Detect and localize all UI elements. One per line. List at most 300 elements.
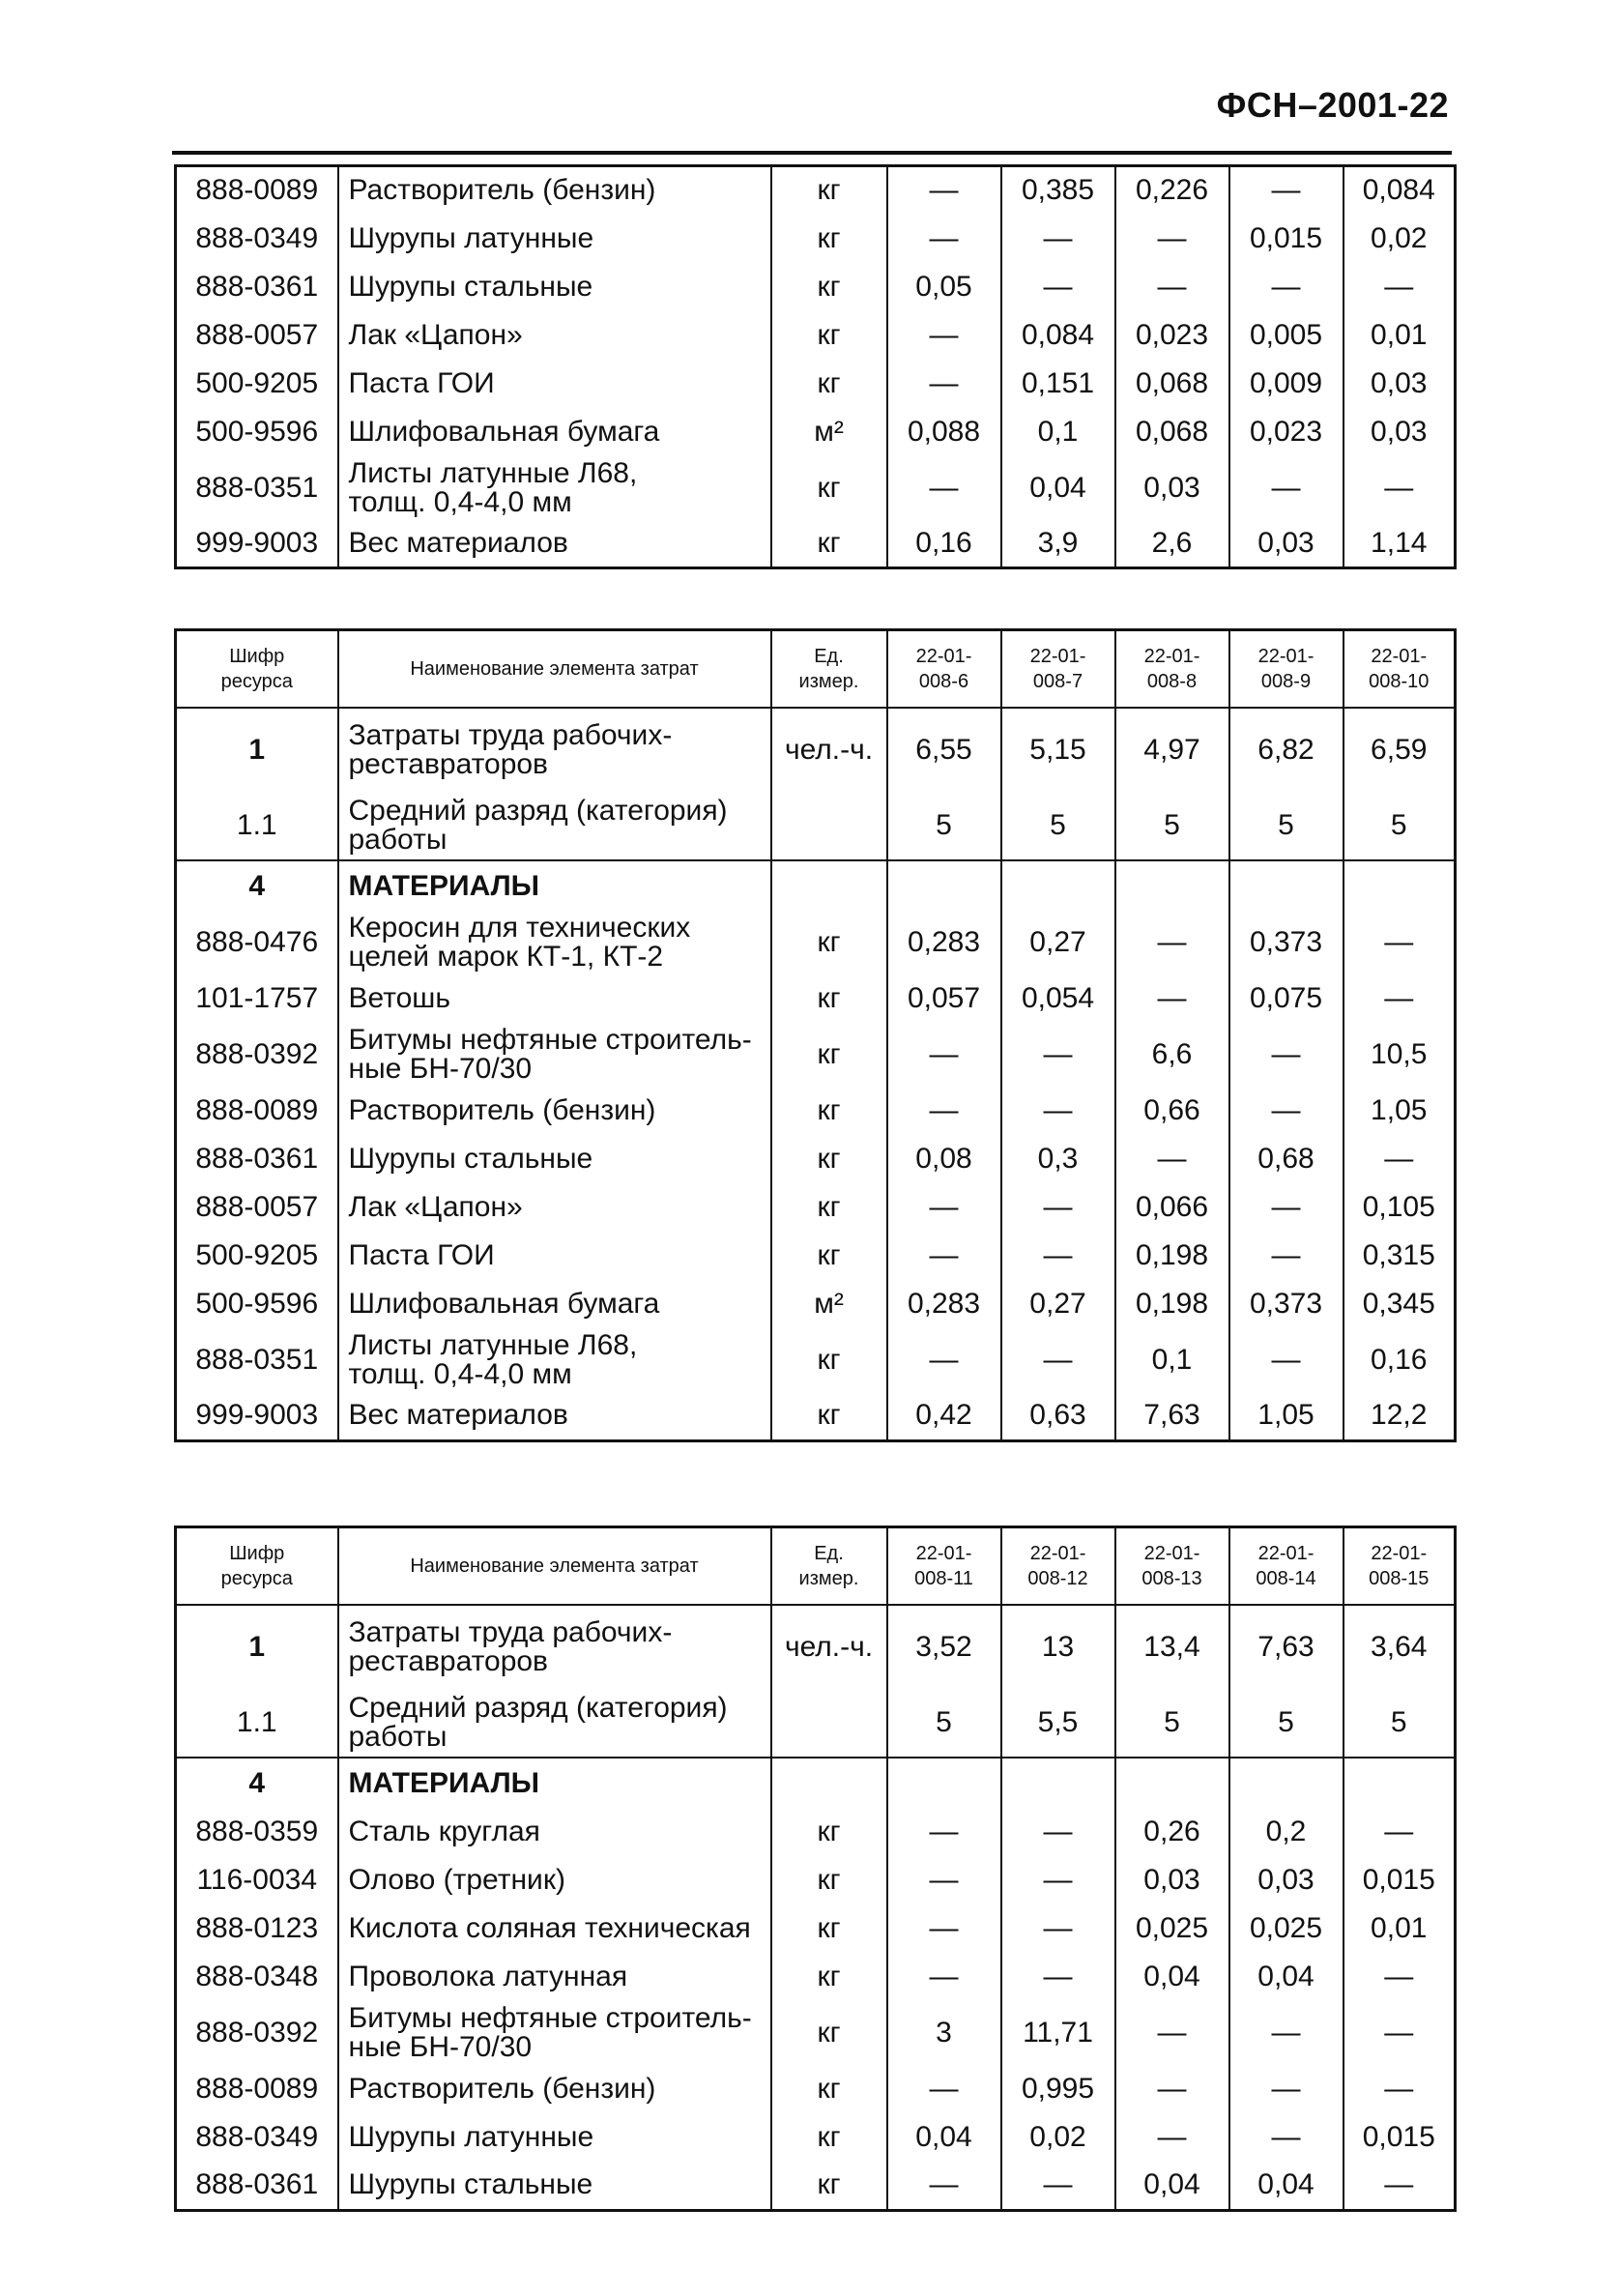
norm-value: 0,005	[1229, 311, 1344, 360]
resource-code: 888-0349	[176, 2113, 338, 2162]
norm-value: 0,04	[1115, 1953, 1229, 2001]
norm-value: 5	[1229, 791, 1344, 860]
resource-code: 500-9205	[176, 1232, 338, 1280]
resource-code: 888-0392	[176, 1023, 338, 1087]
table-row	[176, 456, 1456, 520]
unit: кг	[771, 1087, 887, 1135]
cost-element-name: Затраты труда рабочих-реставраторов	[338, 1605, 771, 1688]
norm-value: —	[1001, 1183, 1115, 1232]
norm-value: 1,05	[1229, 1392, 1344, 1440]
unit: кг	[771, 1232, 887, 1280]
header-resource-code: Шифр ресурса	[176, 1527, 338, 1606]
norm-value: —	[1344, 2065, 1456, 2113]
norm-value: 0,03	[1344, 408, 1456, 456]
norm-value: 0,63	[1001, 1392, 1115, 1440]
resource-code: 500-9596	[176, 408, 338, 456]
norm-value	[1001, 860, 1115, 911]
norm-value: —	[1115, 911, 1229, 974]
unit: кг	[771, 1953, 887, 2001]
unit: кг	[771, 166, 887, 215]
norm-value: 3,64	[1344, 1605, 1456, 1688]
norm-value: 6,6	[1115, 1023, 1229, 1087]
norm-value: 0,2	[1229, 1808, 1344, 1856]
resource-code: 888-0089	[176, 166, 338, 215]
cost-element-name: Сталь круглая	[338, 1808, 771, 1856]
cost-element-name: Лак «Цапон»	[338, 1183, 771, 1232]
unit: кг	[771, 1904, 887, 1953]
norm-value: —	[887, 2065, 1001, 2113]
table-row	[176, 860, 1456, 911]
norm-value: 5	[887, 791, 1001, 860]
norm-value: —	[1115, 215, 1229, 263]
norm-value: 0,283	[887, 911, 1001, 974]
norm-value	[1115, 1758, 1229, 1808]
norm-value: 0,42	[887, 1392, 1001, 1440]
norm-value: —	[887, 1904, 1001, 1953]
norm-value: —	[1001, 263, 1115, 311]
table-row	[176, 911, 1456, 974]
resource-code: 4	[176, 860, 338, 911]
norm-value: —	[1001, 1087, 1115, 1135]
norm-value	[1115, 860, 1229, 911]
header-norm-code: 22-01- 008-12	[1001, 1527, 1115, 1606]
unit: кг	[771, 456, 887, 520]
resource-code: 888-0057	[176, 311, 338, 360]
norm-value: 0,04	[1229, 2162, 1344, 2210]
norm-value: 0,084	[1001, 311, 1115, 360]
cost-element-name: Шурупы стальные	[338, 263, 771, 311]
norm-value: —	[887, 1808, 1001, 1856]
cost-element-name: Шлифовальная бумага	[338, 1280, 771, 1328]
cost-element-name: Листы латунные Л68, толщ. 0,4-4,0 мм	[338, 456, 771, 520]
norm-value: —	[887, 215, 1001, 263]
norm-value: —	[887, 360, 1001, 408]
norm-value: 5	[1229, 1688, 1344, 1758]
cost-element-name: Керосин для технических целей марок КТ-1, КТ-2	[338, 911, 771, 974]
norm-value: 0,3	[1001, 1135, 1115, 1183]
norm-value: 0,995	[1001, 2065, 1115, 2113]
norm-value: —	[1115, 974, 1229, 1023]
norm-value: 0,023	[1229, 408, 1344, 456]
table-row	[176, 263, 1456, 311]
table-row	[176, 1392, 1456, 1440]
norm-value: —	[887, 1087, 1001, 1135]
resource-code: 888-0361	[176, 1135, 338, 1183]
norm-value: —	[1115, 2113, 1229, 2162]
norms-table-008-11-15	[174, 1526, 1457, 2212]
unit: кг	[771, 1856, 887, 1904]
table-row	[176, 1808, 1456, 1856]
norm-value: —	[1001, 1023, 1115, 1087]
resource-code: 888-0123	[176, 1904, 338, 1953]
cost-element-name: Растворитель (бензин)	[338, 166, 771, 215]
header-norm-code: 22-01- 008-9	[1229, 630, 1344, 709]
header-unit: Ед. измер.	[771, 1527, 887, 1606]
unit: кг	[771, 911, 887, 974]
resource-code: 888-0057	[176, 1183, 338, 1232]
resource-code: 888-0392	[176, 2001, 338, 2065]
norm-value: 5	[1115, 791, 1229, 860]
header-norm-code: 22-01- 008-7	[1001, 630, 1115, 709]
header-norm-code: 22-01- 008-8	[1115, 630, 1229, 709]
resource-code: 101-1757	[176, 974, 338, 1023]
unit	[771, 860, 887, 911]
header-norm-code: 22-01- 008-15	[1344, 1527, 1456, 1606]
unit: кг	[771, 1135, 887, 1183]
resource-code: 888-0089	[176, 1087, 338, 1135]
norm-value: 10,5	[1344, 1023, 1456, 1087]
norm-value: —	[1001, 1328, 1115, 1392]
cost-element-name: Средний разряд (категория) работы	[338, 1688, 771, 1758]
norm-value: 0,015	[1344, 2113, 1456, 2162]
resource-code: 888-0348	[176, 1953, 338, 2001]
table-row	[176, 520, 1456, 568]
norm-value: 5,5	[1001, 1688, 1115, 1758]
unit: кг	[771, 974, 887, 1023]
norm-value: —	[887, 311, 1001, 360]
norm-value: 0,08	[887, 1135, 1001, 1183]
cost-element-name: Листы латунные Л68, толщ. 0,4-4,0 мм	[338, 1328, 771, 1392]
cost-element-name: Шурупы латунные	[338, 215, 771, 263]
table-row	[176, 1023, 1456, 1087]
norm-value	[887, 1758, 1001, 1808]
cost-element-name: Растворитель (бензин)	[338, 1087, 771, 1135]
norm-value: 0,025	[1229, 1904, 1344, 1953]
unit	[771, 1688, 887, 1758]
norm-value: —	[1115, 2065, 1229, 2113]
header-norm-code: 22-01- 008-11	[887, 1527, 1001, 1606]
unit: кг	[771, 2113, 887, 2162]
cost-element-name: Кислота соляная техническая	[338, 1904, 771, 1953]
norm-value: 0,26	[1115, 1808, 1229, 1856]
unit	[771, 791, 887, 860]
norm-value: —	[1229, 263, 1344, 311]
norm-value: 0,088	[887, 408, 1001, 456]
table-row	[176, 791, 1456, 860]
norm-value: 12,2	[1344, 1392, 1456, 1440]
norm-value: 7,63	[1115, 1392, 1229, 1440]
table-row	[176, 1087, 1456, 1135]
unit: кг	[771, 1328, 887, 1392]
cost-element-name: Вес материалов	[338, 520, 771, 568]
norm-value: 0,057	[887, 974, 1001, 1023]
resource-code: 1	[176, 708, 338, 791]
norm-value: —	[1229, 1087, 1344, 1135]
resource-code: 500-9205	[176, 360, 338, 408]
norm-value: —	[1344, 1953, 1456, 2001]
unit: м²	[771, 408, 887, 456]
norm-value: 5,15	[1001, 708, 1115, 791]
table-row	[176, 708, 1456, 791]
resource-code: 888-0089	[176, 2065, 338, 2113]
norm-value: 5	[1115, 1688, 1229, 1758]
unit: кг	[771, 1392, 887, 1440]
norm-value: —	[1115, 1135, 1229, 1183]
resource-code: 500-9596	[176, 1280, 338, 1328]
table-row	[176, 1856, 1456, 1904]
norm-value: —	[887, 1328, 1001, 1392]
table-row	[176, 1183, 1456, 1232]
cost-element-name: Растворитель (бензин)	[338, 2065, 771, 2113]
norm-value: 0,084	[1344, 166, 1456, 215]
norm-value: 0,009	[1229, 360, 1344, 408]
cost-element-name: Битумы нефтяные строитель- ные БН-70/30	[338, 2001, 771, 2065]
norm-value: —	[1229, 1328, 1344, 1392]
norm-value	[1344, 1758, 1456, 1808]
norm-value: 6,82	[1229, 708, 1344, 791]
norm-value	[887, 860, 1001, 911]
norm-value: 0,015	[1229, 215, 1344, 263]
norms-table-continued	[174, 164, 1457, 569]
norm-value: 3	[887, 2001, 1001, 2065]
header-norm-code: 22-01- 008-6	[887, 630, 1001, 709]
norm-value: —	[887, 1856, 1001, 1904]
table-row	[176, 1280, 1456, 1328]
header-norm-code: 22-01- 008-10	[1344, 630, 1456, 709]
norm-value: 0,02	[1001, 2113, 1115, 2162]
norm-value: 13	[1001, 1605, 1115, 1688]
unit: чел.-ч.	[771, 1605, 887, 1688]
norm-value: 0,03	[1344, 360, 1456, 408]
cost-element-name: МАТЕРИАЛЫ	[338, 860, 771, 911]
resource-code: 888-0361	[176, 2162, 338, 2210]
norm-value: —	[887, 456, 1001, 520]
page-header-doc-code: ФСН–2001-22	[1216, 85, 1449, 125]
norm-value: 0,02	[1344, 215, 1456, 263]
table-row	[176, 974, 1456, 1023]
norm-value: 0,105	[1344, 1183, 1456, 1232]
resource-code: 888-0359	[176, 1808, 338, 1856]
norm-value	[1001, 1758, 1115, 1808]
norms-table-008-6-10	[174, 628, 1457, 1442]
norm-value: 0,373	[1229, 1280, 1344, 1328]
norm-value: 0,345	[1344, 1280, 1456, 1328]
header-cost-element: Наименование элемента затрат	[338, 630, 771, 709]
norm-value: —	[1344, 456, 1456, 520]
header-resource-code: Шифр ресурса	[176, 630, 338, 709]
norm-value: 1,14	[1344, 520, 1456, 568]
norm-value: —	[1001, 1808, 1115, 1856]
unit: кг	[771, 1183, 887, 1232]
norm-value: 5	[887, 1688, 1001, 1758]
table-row	[176, 1328, 1456, 1392]
norm-value: —	[1001, 1856, 1115, 1904]
norm-value: —	[1344, 2162, 1456, 2210]
norm-value: —	[1344, 1135, 1456, 1183]
norm-value: —	[1344, 2001, 1456, 2065]
cost-element-name: Шурупы стальные	[338, 1135, 771, 1183]
resource-code: 1.1	[176, 791, 338, 860]
resource-code: 888-0361	[176, 263, 338, 311]
cost-element-name: Шурупы латунные	[338, 2113, 771, 2162]
cost-element-name: Олово (третник)	[338, 1856, 771, 1904]
norm-value	[1229, 1758, 1344, 1808]
norm-value: 5	[1344, 1688, 1456, 1758]
norm-value: 1,05	[1344, 1087, 1456, 1135]
norm-value: —	[1001, 2162, 1115, 2210]
table-row	[176, 2113, 1456, 2162]
norm-value: 0,01	[1344, 311, 1456, 360]
norm-value: 11,71	[1001, 2001, 1115, 2065]
resource-code: 888-0349	[176, 215, 338, 263]
norm-value: 0,1	[1115, 1328, 1229, 1392]
norm-value: 0,04	[1229, 1953, 1344, 2001]
norm-value: —	[1229, 1232, 1344, 1280]
norm-value: 5	[1001, 791, 1115, 860]
norm-value: —	[1001, 1953, 1115, 2001]
norm-value: 0,03	[1229, 1856, 1344, 1904]
table-row	[176, 1135, 1456, 1183]
cost-element-name: Вес материалов	[338, 1392, 771, 1440]
norm-value: —	[1344, 974, 1456, 1023]
resource-code: 116-0034	[176, 1856, 338, 1904]
norm-value: 3,9	[1001, 520, 1115, 568]
table-row	[176, 2001, 1456, 2065]
norm-value: 0,198	[1115, 1232, 1229, 1280]
resource-code: 4	[176, 1758, 338, 1808]
norm-value: 0,05	[887, 263, 1001, 311]
table-row	[176, 360, 1456, 408]
unit: кг	[771, 1808, 887, 1856]
resource-code: 888-0351	[176, 1328, 338, 1392]
norm-value: 0,16	[887, 520, 1001, 568]
norm-value: —	[1229, 2065, 1344, 2113]
table-header-row	[176, 630, 1456, 709]
norm-value: 0,054	[1001, 974, 1115, 1023]
norm-value: —	[1229, 456, 1344, 520]
table-row	[176, 1688, 1456, 1758]
cost-element-name: Ветошь	[338, 974, 771, 1023]
table-row	[176, 311, 1456, 360]
norm-value: 0,075	[1229, 974, 1344, 1023]
resource-code: 999-9003	[176, 1392, 338, 1440]
unit: кг	[771, 2162, 887, 2210]
norm-value: 0,068	[1115, 408, 1229, 456]
cost-element-name: МАТЕРИАЛЫ	[338, 1758, 771, 1808]
cost-element-name: Шлифовальная бумага	[338, 408, 771, 456]
table-row	[176, 166, 1456, 215]
cost-element-name: Затраты труда рабочих-реставраторов	[338, 708, 771, 791]
norm-value: —	[887, 1232, 1001, 1280]
norm-value: 0,68	[1229, 1135, 1344, 1183]
cost-element-name: Лак «Цапон»	[338, 311, 771, 360]
header-norm-code: 22-01- 008-13	[1115, 1527, 1229, 1606]
norm-value: 0,04	[1115, 2162, 1229, 2210]
unit: кг	[771, 311, 887, 360]
norm-value: —	[887, 166, 1001, 215]
norm-value: 0,27	[1001, 1280, 1115, 1328]
cost-element-name: Паста ГОИ	[338, 1232, 771, 1280]
norm-value: —	[1001, 215, 1115, 263]
table-row	[176, 1904, 1456, 1953]
norm-value: —	[887, 1023, 1001, 1087]
norm-value: 0,03	[1229, 520, 1344, 568]
header-cost-element: Наименование элемента затрат	[338, 1527, 771, 1606]
norm-value: —	[1115, 2001, 1229, 2065]
norm-value: 2,6	[1115, 520, 1229, 568]
norm-value: —	[1229, 1023, 1344, 1087]
norm-value: 0,015	[1344, 1856, 1456, 1904]
norm-value: —	[887, 2162, 1001, 2210]
norm-value: 0,198	[1115, 1280, 1229, 1328]
norm-value: 0,151	[1001, 360, 1115, 408]
norm-value: —	[1001, 1904, 1115, 1953]
unit: кг	[771, 360, 887, 408]
norm-value: —	[887, 1953, 1001, 2001]
norm-value: —	[1115, 263, 1229, 311]
unit: чел.-ч.	[771, 708, 887, 791]
norm-value: 0,27	[1001, 911, 1115, 974]
unit: кг	[771, 263, 887, 311]
norm-value: 0,066	[1115, 1183, 1229, 1232]
norm-value	[1229, 860, 1344, 911]
unit	[771, 1758, 887, 1808]
table-row	[176, 408, 1456, 456]
norm-value: 0,023	[1115, 311, 1229, 360]
table-row	[176, 1953, 1456, 2001]
norm-value: —	[1229, 166, 1344, 215]
norm-value: 0,1	[1001, 408, 1115, 456]
norm-value: 0,66	[1115, 1087, 1229, 1135]
cost-element-name: Средний разряд (категория) работы	[338, 791, 771, 860]
resource-code: 888-0351	[176, 456, 338, 520]
cost-element-name: Битумы нефтяные строитель- ные БН-70/30	[338, 1023, 771, 1087]
norm-value: 6,59	[1344, 708, 1456, 791]
table-row	[176, 1232, 1456, 1280]
norm-value: —	[1344, 1808, 1456, 1856]
unit: кг	[771, 520, 887, 568]
norm-value: 0,385	[1001, 166, 1115, 215]
norm-value: —	[1229, 2113, 1344, 2162]
norm-value: —	[1344, 911, 1456, 974]
cost-element-name: Паста ГОИ	[338, 360, 771, 408]
table-header-row	[176, 1527, 1456, 1606]
norm-value: 0,04	[887, 2113, 1001, 2162]
unit: кг	[771, 1023, 887, 1087]
resource-code: 999-9003	[176, 520, 338, 568]
unit: кг	[771, 2065, 887, 2113]
resource-code: 1.1	[176, 1688, 338, 1758]
norm-value: 0,315	[1344, 1232, 1456, 1280]
unit: м²	[771, 1280, 887, 1328]
norm-value: 0,283	[887, 1280, 1001, 1328]
norm-value	[1344, 860, 1456, 911]
table-row	[176, 2065, 1456, 2113]
norm-value: 4,97	[1115, 708, 1229, 791]
norm-value: 7,63	[1229, 1605, 1344, 1688]
unit: кг	[771, 2001, 887, 2065]
cost-element-name: Проволока латунная	[338, 1953, 771, 2001]
cost-element-name: Шурупы стальные	[338, 2162, 771, 2210]
resource-code: 1	[176, 1605, 338, 1688]
norm-value: 13,4	[1115, 1605, 1229, 1688]
unit: кг	[771, 215, 887, 263]
norm-value: 0,01	[1344, 1904, 1456, 1953]
resource-code: 888-0476	[176, 911, 338, 974]
table-row	[176, 215, 1456, 263]
table-row	[176, 2162, 1456, 2210]
norm-value: 0,04	[1001, 456, 1115, 520]
norm-value: 0,226	[1115, 166, 1229, 215]
norm-value: —	[1001, 1232, 1115, 1280]
norm-value: 0,03	[1115, 456, 1229, 520]
norm-value: 3,52	[887, 1605, 1001, 1688]
norm-value: —	[1229, 2001, 1344, 2065]
norm-value: 0,025	[1115, 1904, 1229, 1953]
header-norm-code: 22-01- 008-14	[1229, 1527, 1344, 1606]
table-row	[176, 1758, 1456, 1808]
norm-value: —	[887, 1183, 1001, 1232]
